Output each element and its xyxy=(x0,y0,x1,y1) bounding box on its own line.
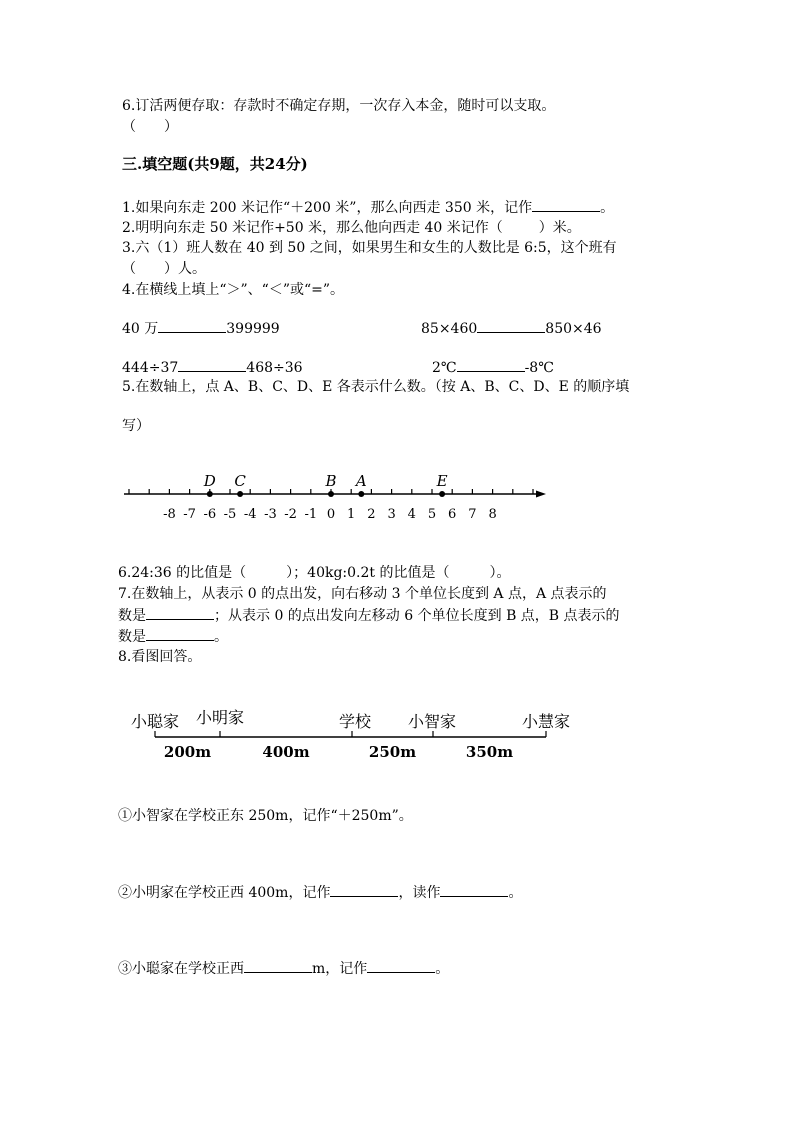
tick-label: 6 xyxy=(448,507,457,522)
q7-line2b: ；从表示 0 的点出发向左移动 6 个单位长度到 B 点，B 点表示的 xyxy=(214,608,620,624)
point-dot xyxy=(439,491,445,497)
q8-item-3a: ③小聪家在学校正西 xyxy=(118,961,244,977)
q5-line2: 写） xyxy=(122,418,150,434)
q8-item-1: ①小智家在学校正东 250m，记作“＋250m”。 xyxy=(118,808,413,824)
answer-blank[interactable] xyxy=(244,958,312,973)
q2-end: ）米。 xyxy=(538,220,581,236)
answer-blank[interactable] xyxy=(457,357,525,372)
point-dot xyxy=(207,491,213,497)
tick-label: 3 xyxy=(387,507,396,522)
place-label: 小聪家 xyxy=(130,712,180,731)
compare-item-1 xyxy=(122,318,280,339)
compare-item-4 xyxy=(432,357,554,378)
point-label: C xyxy=(234,472,246,490)
q1-text: 1.如果向东走 200 米记作“＋200 米”，那么向西走 350 米，记作 xyxy=(122,200,533,216)
q8-item-2 xyxy=(118,882,522,903)
q6-true-false-text: 6.订活两便存取：存款时不确定存期，一次存入本金，随时可以支取。 xyxy=(122,98,556,114)
point-label: B xyxy=(325,472,337,490)
tick-label: -4 xyxy=(243,507,257,522)
q4-prompt: 4.在横线上填上“＞”、“＜”或“=”。 xyxy=(122,282,345,298)
answer-blank[interactable] xyxy=(330,882,398,897)
point-dot xyxy=(237,491,243,497)
compare-left: 444÷37 xyxy=(122,360,179,376)
question-6 xyxy=(118,563,510,583)
answer-paren[interactable]: （ ） xyxy=(122,119,178,135)
distance-label: 200m xyxy=(163,743,212,761)
q5-line1: 5.在数轴上，点 A、B、C、D、E 各表示什么数。（按 A、B、C、D、E 的顺序填 xyxy=(122,379,630,395)
tick-label: -1 xyxy=(304,507,318,522)
place-label: 小智家 xyxy=(407,712,457,731)
point-dot xyxy=(358,491,364,497)
q6-text-a: 6.24:36 的比值是（ xyxy=(118,565,247,581)
tick-label: -6 xyxy=(203,507,217,522)
compare-right: -8℃ xyxy=(524,360,554,376)
arrow-icon xyxy=(536,491,546,498)
place-label: 小明家 xyxy=(195,708,245,727)
q8-item-3c: 。 xyxy=(435,961,450,977)
q8-prompt: 8.看图回答。 xyxy=(118,649,202,665)
compare-left: 85×460 xyxy=(421,321,478,337)
q7-line3b: 。 xyxy=(214,629,228,645)
compare-right: 399999 xyxy=(226,321,280,337)
q8-item-3 xyxy=(118,958,449,979)
q8-item-2c: 。 xyxy=(508,885,523,901)
q8-item-3b: m，记作 xyxy=(312,961,368,977)
point-label: E xyxy=(436,472,448,490)
compare-right: 468÷36 xyxy=(246,360,303,376)
answer-blank[interactable] xyxy=(440,882,508,897)
tick-label: -7 xyxy=(183,507,196,522)
place-label: 小慧家 xyxy=(521,712,571,731)
q7-line3a: 数是 xyxy=(118,629,146,645)
q3-line1: 3.六（1）班人数在 40 到 50 之间，如果男生和女生的人数比是 6:5，这个班有 xyxy=(122,240,617,256)
answer-blank[interactable] xyxy=(146,626,214,641)
answer-blank[interactable] xyxy=(532,197,600,212)
q7-line3 xyxy=(118,626,228,647)
q8-item-2a: ②小明家在学校正西 400m，记作 xyxy=(118,885,331,901)
answer-blank[interactable] xyxy=(158,318,226,333)
tick-label: 2 xyxy=(367,507,376,522)
answer-blank[interactable] xyxy=(146,605,214,620)
distance-label: 400m xyxy=(262,743,310,761)
q6-text-b: ）；40kg:0.2t 的比值是（ xyxy=(286,565,450,581)
tick-label: 7 xyxy=(468,507,477,522)
compare-left: 2℃ xyxy=(432,360,457,376)
tick-label: 1 xyxy=(347,507,356,522)
point-label: D xyxy=(203,472,216,490)
q7-line2a: 数是 xyxy=(118,608,146,624)
q3-line2[interactable]: （ ）人。 xyxy=(122,261,206,277)
q2-text: 2.明明向东走 50 米记作+50 米，那么他向西走 40 米记作（ xyxy=(122,220,503,236)
compare-item-2 xyxy=(421,318,602,339)
compare-right: 850×46 xyxy=(545,321,602,337)
route-diagram xyxy=(0,705,794,775)
section-title: 三.填空题(共9题，共24分) xyxy=(122,155,308,173)
compare-item-3 xyxy=(122,357,303,378)
distance-label: 250m xyxy=(368,743,417,761)
answer-blank[interactable] xyxy=(178,357,246,372)
question-1 xyxy=(122,197,614,218)
q6-text-c: ）。 xyxy=(489,565,511,581)
compare-left: 40 万 xyxy=(122,321,159,337)
place-label: 学校 xyxy=(338,712,372,731)
tick-label: -3 xyxy=(264,507,277,522)
answer-blank[interactable] xyxy=(367,958,435,973)
point-dot xyxy=(328,491,334,497)
tick-label: 0 xyxy=(326,507,336,522)
q8-item-2b: ，读作 xyxy=(398,885,441,901)
tick-label: -8 xyxy=(163,507,176,522)
q7-line2 xyxy=(118,605,620,626)
tick-label: 8 xyxy=(488,507,497,522)
tick-label: 5 xyxy=(427,507,437,522)
tick-label: -5 xyxy=(223,507,237,522)
q1-end: 。 xyxy=(600,200,615,216)
question-2 xyxy=(122,218,581,238)
distance-label: 350m xyxy=(465,743,514,761)
point-label: A xyxy=(355,472,367,490)
tick-label: -2 xyxy=(284,507,297,522)
answer-blank[interactable] xyxy=(477,318,545,333)
number-line xyxy=(0,462,794,542)
tick-label: 4 xyxy=(407,507,416,522)
q7-line1: 7.在数轴上，从表示 0 的点出发，向右移动 3 个单位长度到 A 点，A 点表示的 xyxy=(118,586,607,602)
